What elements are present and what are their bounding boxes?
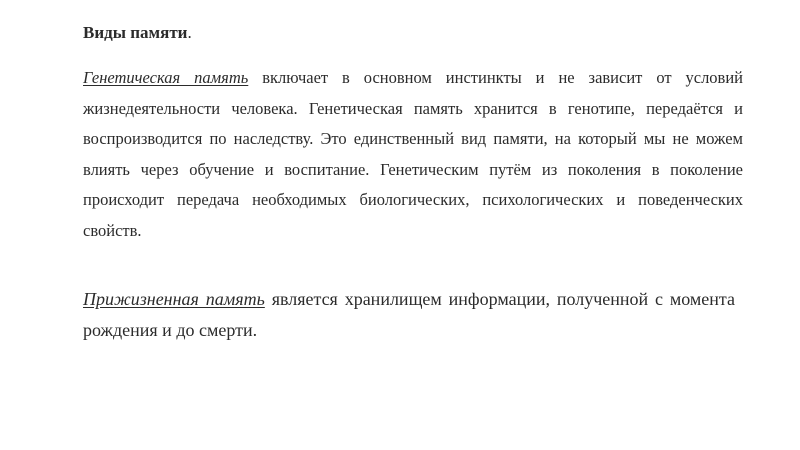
title-period: .: [187, 23, 192, 42]
paragraph-lifetime-memory-text: является хранилищем информации, полученной с момента рождения и до смерти.: [83, 289, 735, 340]
paragraph-genetic-memory-text: включает в основном инстинкты и не зависит от условий жизнедеятельности человека. Генетическая память хранится в генотипе, передаётся и воспроизводится по наследству. Это единственный вид памяти, на который мы не можем влиять через обучение и воспитание. Генетическим путём из поколения в поколение происходит передача необходимых биологических, психологических и поведенческих свойств.: [83, 68, 744, 240]
term-genetic-memory: Генетическая память: [83, 68, 249, 87]
term-lifetime-memory: Прижизненная память: [83, 289, 265, 309]
title-text: Виды памяти: [83, 23, 188, 42]
slide-title: [83, 23, 192, 43]
paragraph-lifetime-memory: [83, 284, 735, 345]
paragraph-genetic-memory: [83, 63, 743, 246]
